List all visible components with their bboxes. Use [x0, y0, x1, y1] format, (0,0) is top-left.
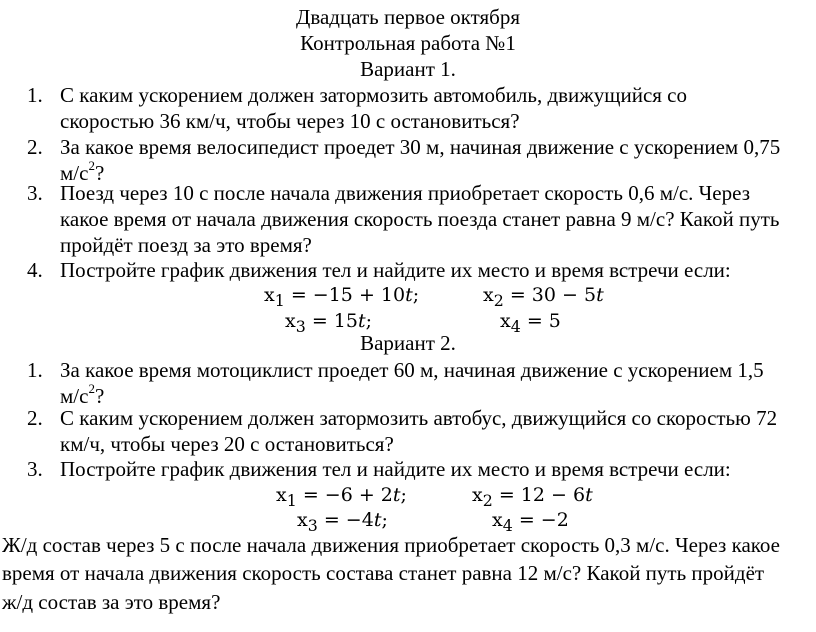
extra-problem-line: ж/д состав за это время?	[2, 590, 221, 614]
extra-problem-line: Ж/д состав через 5 с после начала движения приобретает скорость 0,3 м/с. Через какое	[2, 533, 780, 557]
document-date: Двадцать первое октября	[296, 5, 520, 29]
question-text-line: За какое время мотоциклист проедет 60 м, начиная движение с ускорением 1,5	[60, 358, 764, 382]
equation-x3: $x_3 = 15t$;	[285, 310, 373, 336]
question-number: 3.	[27, 181, 43, 205]
question-number: 1.	[27, 358, 43, 382]
question-number: 2.	[27, 406, 43, 430]
question-text-line: пройдёт поезд за это время?	[60, 233, 312, 257]
question-text-line: За какое время велосипедист проедет 30 м, начиная движение с ускорением 0,75	[60, 135, 781, 159]
equation-x1: $x_1 = -6 + 2t$;	[276, 484, 407, 510]
superscript: 2	[88, 381, 95, 396]
equation-x3: $x_3 = -4t$;	[297, 509, 388, 535]
question-text-line: км/ч, чтобы через 20 с остановиться?	[60, 432, 394, 456]
question-number: 2.	[27, 135, 43, 159]
equation-x1: $x_1 = -15 + 10t$;	[264, 284, 420, 310]
question-mark: ?	[94, 384, 105, 408]
unit-text: м/с	[60, 384, 89, 408]
variant-2-heading: Вариант 2.	[360, 331, 456, 355]
question-text-line: С каким ускорением должен затормозить автобус, движущийся со скоростью 72	[60, 406, 778, 430]
unit-text: м/с	[60, 161, 89, 185]
question-number: 4.	[27, 258, 43, 282]
question-text-line: какое время от начала движения скорость поезда станет равна 9 м/с? Какой путь	[60, 207, 780, 231]
equation-x2: $x_2 = 30 - 5t$	[483, 284, 604, 310]
question-number: 1.	[27, 83, 43, 107]
equation-x4: $x_4 = 5$	[500, 310, 561, 336]
variant-1-heading: Вариант 1.	[360, 57, 456, 81]
question-number: 3.	[27, 457, 43, 481]
question-mark: ?	[94, 161, 105, 185]
extra-problem-line: время от начала движения скорость состава станет равна 12 м/с? Какой путь пройдёт	[2, 561, 765, 585]
equation-x4: $x_4 = -2$	[492, 509, 569, 535]
equation-x2: $x_2 = 12 - 6t$	[472, 484, 593, 510]
document-title: Контрольная работа №1	[300, 31, 516, 55]
question-text-line: Постройте график движения тел и найдите их место и время встречи если:	[60, 457, 731, 481]
question-text-line: С каким ускорением должен затормозить автомобиль, движущийся со	[60, 83, 687, 107]
question-text-line: скоростью 36 км/ч, чтобы через 10 с остановиться?	[60, 109, 520, 133]
question-text-line: Поезд через 10 с после начала движения приобретает скорость 0,6 м/с. Через	[60, 181, 750, 205]
superscript: 2	[88, 158, 95, 173]
question-text-line: Постройте график движения тел и найдите их место и время встречи если:	[60, 258, 731, 282]
